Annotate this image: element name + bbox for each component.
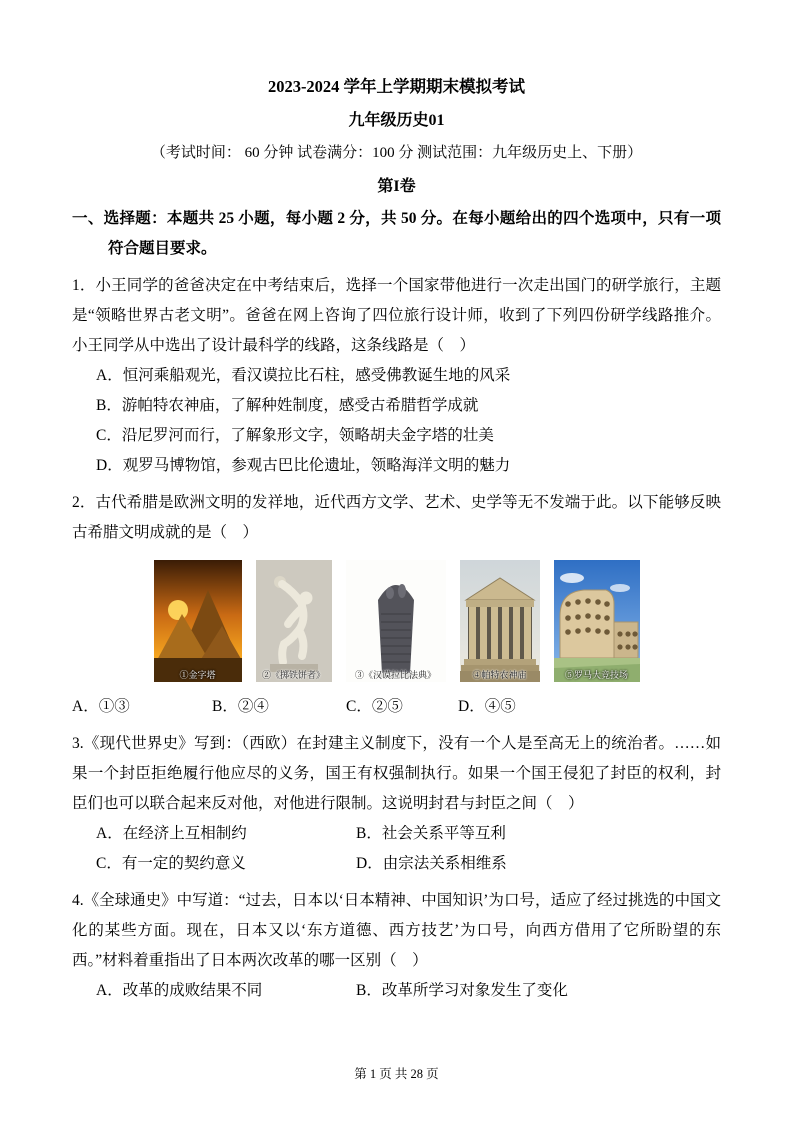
- figure-caption: ⑤罗马大竞技场: [564, 670, 628, 680]
- exam-meta: （考试时间： 60 分钟 试卷满分：100 分 测试范围：九年级历史上、下册）: [150, 145, 643, 161]
- question-2-options: [72, 692, 721, 722]
- colosseum-image: [554, 560, 640, 682]
- question-4: [72, 886, 721, 1006]
- question-3-options-row-2: [72, 849, 721, 879]
- question-2: [72, 488, 721, 722]
- question-3-options-row-1: [72, 819, 721, 849]
- discus-thrower-image: [256, 560, 332, 682]
- question-4-option-a: A．改革的成败结果不同: [96, 982, 263, 999]
- question-1-option-c: C．沿尼罗河而行，了解象形文字，领略胡夫金字塔的壮美: [96, 427, 494, 444]
- question-4-options-row-1: [72, 976, 721, 1006]
- exam-title: 2023-2024 学年上学期期末模拟考试: [267, 77, 526, 96]
- question-3-option-a: A．在经济上互相制约: [96, 825, 247, 842]
- question-2-option-a: A．①③: [72, 698, 130, 715]
- question-1-option-b: B．游帕特农神庙，了解种姓制度，感受古希腊哲学成就: [96, 397, 479, 414]
- figure-caption: ①金字塔: [179, 670, 216, 680]
- pyramids-illustration: [154, 560, 242, 682]
- question-1-option-d: D．观罗马博物馆，参观古巴比伦遗址，领略海洋文明的魅力: [96, 457, 511, 474]
- question-2-figure-row: [72, 560, 721, 682]
- question-1-option-a: A．恒河乘船观光，看汉谟拉比石柱，感受佛教诞生地的风采: [96, 367, 511, 384]
- parthenon-illustration: [460, 560, 540, 682]
- pyramids-image: [154, 560, 242, 682]
- section-heading: 一、选择题：本题共 25 小题，每小题 2 分，共 50 分。在每小题给出的四个选项中，只有一项符合题目要求。: [72, 210, 721, 257]
- page-number: 第 1 页 共 28 页: [354, 1067, 439, 1081]
- question-3-option-d: D．由宗法关系相维系: [356, 855, 507, 872]
- question-2-stem: 2．古代希腊是欧洲文明的发祥地，近代西方文学、艺术、史学等无不发端于此。以下能够反映古希腊文明成就的是（ ）: [72, 494, 721, 541]
- exam-subtitle: 九年级历史01: [348, 112, 445, 129]
- discus-thrower-illustration: [256, 560, 332, 682]
- question-1-stem: 1．小王同学的爸爸决定在中考结束后，选择一个国家带他进行一次走出国门的研学旅行，主题是“领略世界古老文明”。爸爸在网上咨询了四位旅行设计师，收到了下列四份研学线路推介。小王同学从中选出了设计最科学的线路，这条线路是（ ）: [72, 277, 721, 354]
- figure-caption: ②《掷铁饼者》: [261, 670, 325, 680]
- hammurabi-stele-illustration: [346, 560, 446, 682]
- question-3-stem: 3.《现代世界史》写到：（西欧）在封建主义制度下，没有一个人是至高无上的统治者。……如果一个封臣拒绝履行他应尽的义务，国王有权强制执行。如果一个国王侵犯了封臣的权利，封臣们也可以联合起来反对他，对他进行限制。这说明封君与封臣之间（ ）: [72, 735, 721, 812]
- hammurabi-stele-image: [346, 560, 446, 682]
- question-2-option-b: B．②④: [212, 698, 269, 715]
- question-4-option-b: B．改革所学习对象发生了变化: [356, 982, 568, 999]
- volume-label: 第I卷: [377, 178, 416, 195]
- question-3: [72, 729, 721, 879]
- question-3-option-c: C．有一定的契约意义: [96, 855, 246, 872]
- question-1: [72, 271, 721, 481]
- question-3-option-b: B．社会关系平等互利: [356, 825, 506, 842]
- question-4-stem: 4.《全球通史》中写道：“过去，日本以‘日本精神、中国知识’为口号，适应了经过挑选的中国文化的某些方面。现在，日本又以‘东方道德、西方技艺’为口号，向西方借用了它所盼望的东西。”材料着重指出了日本两次改革的哪一区别（ ）: [72, 892, 721, 969]
- parthenon-image: [460, 560, 540, 682]
- figure-caption: ④帕特农神庙: [472, 670, 527, 680]
- question-2-option-d: D．④⑤: [458, 698, 516, 715]
- figure-caption: ③《汉谟拉比法典》: [354, 670, 436, 680]
- question-2-option-c: C．②⑤: [346, 698, 403, 715]
- colosseum-illustration: [554, 560, 640, 682]
